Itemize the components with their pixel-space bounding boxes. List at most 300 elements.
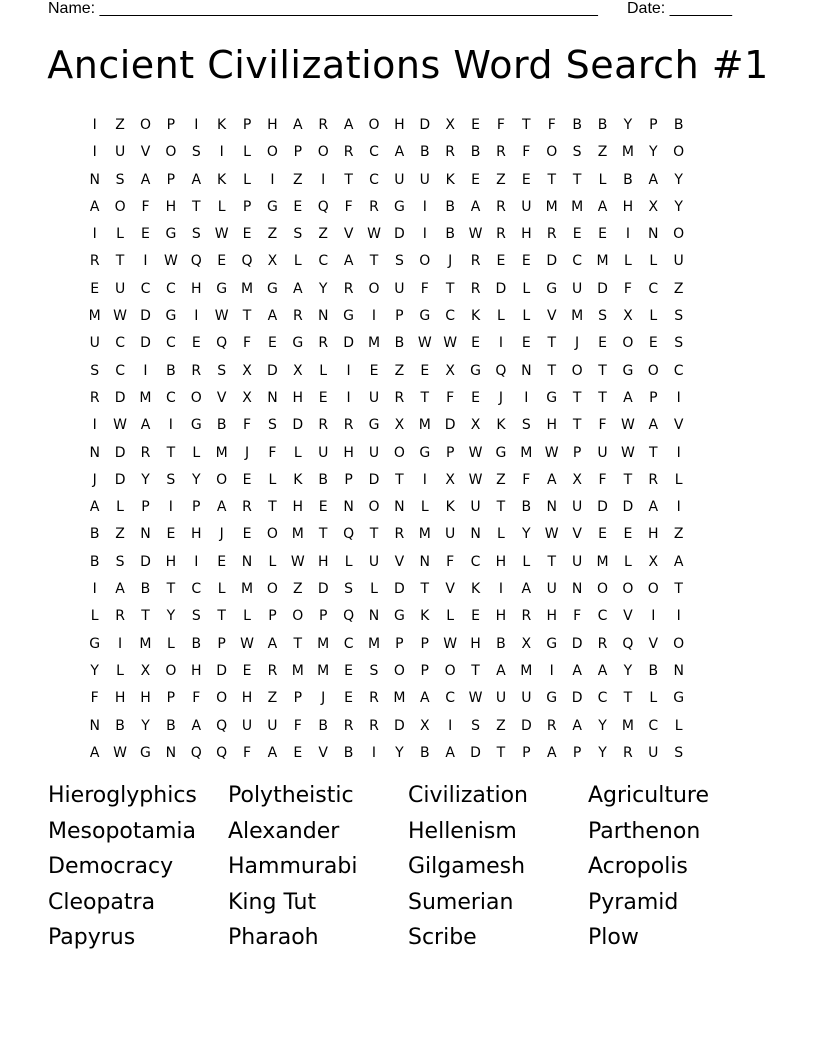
- grid-letter[interactable]: C: [343, 635, 354, 652]
- grid-letter[interactable]: A: [140, 417, 151, 434]
- grid-letter[interactable]: N: [394, 499, 405, 516]
- grid-letter[interactable]: E: [521, 253, 531, 270]
- grid-letter[interactable]: L: [674, 471, 683, 488]
- grid-letter[interactable]: R: [369, 198, 379, 215]
- grid-letter[interactable]: M: [88, 308, 101, 325]
- grid-letter[interactable]: L: [522, 553, 531, 570]
- grid-letter[interactable]: T: [598, 389, 607, 406]
- grid-letter[interactable]: M: [291, 662, 304, 679]
- grid-letter[interactable]: R: [191, 362, 202, 379]
- grid-letter[interactable]: X: [419, 717, 430, 734]
- grid-letter[interactable]: M: [571, 308, 584, 325]
- grid-letter[interactable]: O: [622, 581, 634, 598]
- grid-letter[interactable]: M: [139, 635, 152, 652]
- grid-letter[interactable]: D: [317, 581, 329, 598]
- grid-letter[interactable]: F: [243, 744, 252, 761]
- grid-letter[interactable]: A: [597, 198, 608, 215]
- grid-letter[interactable]: V: [572, 526, 582, 543]
- grid-letter[interactable]: C: [597, 608, 608, 625]
- grid-letter[interactable]: A: [191, 171, 202, 188]
- grid-letter[interactable]: C: [597, 690, 608, 707]
- grid-letter[interactable]: S: [471, 717, 480, 734]
- grid-letter[interactable]: W: [620, 417, 635, 434]
- grid-letter[interactable]: X: [140, 662, 151, 679]
- grid-letter[interactable]: P: [242, 198, 252, 215]
- grid-letter[interactable]: O: [165, 144, 177, 161]
- grid-letter[interactable]: A: [140, 171, 151, 188]
- grid-letter[interactable]: E: [293, 744, 303, 761]
- grid-letter[interactable]: Q: [190, 253, 202, 270]
- grid-letter[interactable]: Z: [673, 280, 684, 297]
- grid-letter[interactable]: D: [597, 499, 608, 516]
- grid-letter[interactable]: W: [163, 253, 178, 270]
- grid-letter[interactable]: A: [572, 717, 582, 734]
- grid-letter[interactable]: R: [369, 690, 379, 707]
- grid-letter[interactable]: T: [115, 253, 125, 270]
- grid-letter[interactable]: T: [572, 171, 582, 188]
- grid-letter[interactable]: A: [648, 171, 659, 188]
- grid-letter[interactable]: I: [422, 226, 427, 243]
- grid-letter[interactable]: R: [623, 744, 633, 761]
- grid-letter[interactable]: U: [368, 444, 380, 461]
- grid-letter[interactable]: G: [292, 335, 304, 352]
- grid-letter[interactable]: T: [623, 471, 633, 488]
- grid-letter[interactable]: V: [673, 417, 684, 434]
- grid-letter[interactable]: R: [318, 335, 329, 352]
- grid-letter[interactable]: U: [495, 690, 507, 707]
- grid-letter[interactable]: E: [471, 608, 480, 625]
- grid-letter[interactable]: M: [571, 198, 584, 215]
- grid-letter[interactable]: F: [420, 280, 429, 297]
- grid-letter[interactable]: A: [293, 117, 303, 133]
- grid-letter[interactable]: P: [572, 444, 582, 461]
- grid-letter[interactable]: O: [368, 117, 380, 133]
- grid-letter[interactable]: M: [367, 635, 381, 652]
- grid-letter[interactable]: Z: [318, 226, 328, 243]
- grid-letter[interactable]: E: [598, 226, 607, 243]
- grid-letter[interactable]: L: [649, 253, 658, 270]
- grid-letter[interactable]: M: [621, 144, 634, 161]
- grid-letter[interactable]: X: [445, 117, 455, 133]
- grid-letter[interactable]: S: [191, 608, 201, 625]
- grid-letter[interactable]: C: [369, 144, 379, 161]
- grid-letter[interactable]: X: [648, 553, 659, 570]
- grid-letter[interactable]: E: [471, 171, 480, 188]
- grid-letter[interactable]: T: [166, 444, 176, 461]
- grid-letter[interactable]: Y: [522, 526, 531, 543]
- grid-letter[interactable]: O: [216, 690, 228, 707]
- grid-letter[interactable]: G: [393, 608, 405, 625]
- grid-letter[interactable]: M: [367, 335, 381, 352]
- grid-letter[interactable]: U: [521, 690, 532, 707]
- grid-letter[interactable]: G: [470, 362, 481, 379]
- grid-letter[interactable]: F: [268, 444, 277, 461]
- grid-letter[interactable]: L: [649, 308, 658, 325]
- grid-letter[interactable]: S: [598, 308, 607, 325]
- grid-letter[interactable]: U: [394, 171, 405, 188]
- grid-letter[interactable]: T: [674, 581, 683, 598]
- grid-letter[interactable]: N: [317, 308, 329, 325]
- grid-letter[interactable]: B: [191, 635, 202, 652]
- grid-letter[interactable]: L: [268, 553, 277, 570]
- grid-letter[interactable]: Y: [623, 117, 633, 133]
- grid-letter[interactable]: M: [317, 635, 330, 652]
- grid-letter[interactable]: G: [393, 198, 405, 215]
- grid-letter[interactable]: X: [267, 253, 278, 270]
- grid-letter[interactable]: A: [115, 581, 125, 598]
- grid-letter[interactable]: H: [140, 690, 151, 707]
- grid-letter[interactable]: A: [89, 499, 100, 516]
- grid-letter[interactable]: W: [468, 690, 483, 707]
- grid-letter[interactable]: E: [217, 253, 227, 270]
- grid-letter[interactable]: Y: [191, 471, 201, 488]
- grid-letter[interactable]: E: [344, 662, 354, 679]
- grid-letter[interactable]: P: [572, 744, 582, 761]
- grid-letter[interactable]: V: [140, 144, 151, 161]
- grid-letter[interactable]: O: [165, 662, 177, 679]
- grid-letter[interactable]: U: [445, 526, 456, 543]
- grid-letter[interactable]: E: [420, 362, 430, 379]
- grid-letter[interactable]: R: [648, 471, 659, 488]
- grid-letter[interactable]: D: [216, 662, 228, 679]
- grid-letter[interactable]: K: [445, 171, 455, 188]
- grid-letter[interactable]: S: [344, 581, 354, 598]
- grid-letter[interactable]: L: [522, 308, 531, 325]
- grid-letter[interactable]: O: [368, 499, 380, 516]
- grid-letter[interactable]: Q: [216, 717, 228, 734]
- grid-letter[interactable]: I: [651, 608, 656, 625]
- grid-letter[interactable]: R: [89, 253, 100, 270]
- grid-letter[interactable]: L: [116, 662, 124, 679]
- grid-letter[interactable]: F: [446, 553, 455, 570]
- grid-letter[interactable]: P: [166, 117, 176, 133]
- grid-letter[interactable]: H: [241, 690, 253, 707]
- grid-letter[interactable]: R: [242, 499, 252, 516]
- grid-letter[interactable]: A: [267, 635, 278, 652]
- grid-letter[interactable]: A: [293, 280, 303, 297]
- grid-letter[interactable]: R: [496, 144, 506, 161]
- grid-letter[interactable]: Z: [115, 526, 125, 543]
- grid-letter[interactable]: G: [165, 226, 177, 243]
- grid-letter[interactable]: C: [165, 335, 176, 352]
- grid-letter[interactable]: S: [166, 471, 176, 488]
- grid-letter[interactable]: E: [369, 362, 379, 379]
- grid-letter[interactable]: P: [141, 499, 150, 516]
- grid-letter[interactable]: A: [673, 553, 684, 570]
- grid-letter[interactable]: T: [547, 362, 556, 379]
- grid-letter[interactable]: V: [394, 553, 405, 570]
- grid-letter[interactable]: T: [242, 308, 252, 325]
- grid-letter[interactable]: R: [394, 526, 405, 543]
- grid-letter[interactable]: F: [243, 335, 252, 352]
- grid-letter[interactable]: T: [572, 389, 582, 406]
- grid-letter[interactable]: H: [343, 444, 354, 461]
- grid-letter[interactable]: S: [369, 662, 379, 679]
- grid-letter[interactable]: A: [572, 662, 582, 679]
- grid-letter[interactable]: U: [89, 335, 100, 352]
- grid-letter[interactable]: I: [371, 308, 377, 325]
- grid-letter[interactable]: L: [420, 499, 429, 516]
- grid-letter[interactable]: U: [318, 444, 329, 461]
- grid-letter[interactable]: S: [115, 553, 125, 570]
- grid-letter[interactable]: R: [546, 717, 557, 734]
- grid-letter[interactable]: E: [191, 335, 201, 352]
- grid-letter[interactable]: G: [546, 280, 558, 297]
- grid-letter[interactable]: M: [291, 526, 304, 543]
- grid-letter[interactable]: O: [673, 635, 685, 652]
- grid-letter[interactable]: L: [243, 144, 251, 161]
- grid-letter[interactable]: M: [393, 690, 406, 707]
- grid-letter[interactable]: L: [623, 553, 632, 570]
- grid-letter[interactable]: Y: [141, 471, 150, 488]
- grid-letter[interactable]: W: [367, 226, 381, 243]
- grid-letter[interactable]: H: [622, 198, 634, 215]
- grid-letter[interactable]: W: [468, 471, 483, 488]
- grid-letter[interactable]: B: [318, 471, 329, 488]
- grid-letter[interactable]: G: [419, 444, 431, 461]
- name-field-label[interactable]: Name: ________________________________________________________: [48, 0, 598, 17]
- grid-letter[interactable]: B: [115, 717, 125, 734]
- grid-letter[interactable]: G: [368, 417, 380, 434]
- grid-letter[interactable]: G: [267, 198, 278, 215]
- grid-letter[interactable]: T: [369, 253, 379, 270]
- grid-letter[interactable]: I: [676, 444, 681, 461]
- grid-letter[interactable]: A: [267, 744, 278, 761]
- grid-letter[interactable]: S: [217, 362, 227, 379]
- grid-letter[interactable]: C: [165, 280, 176, 297]
- grid-letter[interactable]: I: [346, 389, 351, 406]
- grid-letter[interactable]: F: [598, 417, 607, 434]
- grid-letter[interactable]: B: [521, 499, 532, 516]
- grid-letter[interactable]: O: [266, 581, 278, 598]
- grid-letter[interactable]: J: [244, 444, 250, 461]
- grid-letter[interactable]: E: [623, 526, 633, 543]
- grid-letter[interactable]: F: [547, 117, 556, 133]
- grid-letter[interactable]: T: [547, 553, 556, 570]
- grid-letter[interactable]: H: [114, 690, 126, 707]
- grid-letter[interactable]: Q: [622, 635, 634, 652]
- grid-letter[interactable]: P: [293, 144, 303, 161]
- grid-letter[interactable]: U: [114, 144, 126, 161]
- grid-letter[interactable]: L: [293, 253, 302, 270]
- grid-letter[interactable]: H: [394, 117, 405, 133]
- grid-letter[interactable]: U: [597, 444, 608, 461]
- grid-letter[interactable]: O: [571, 362, 583, 379]
- grid-letter[interactable]: I: [168, 417, 173, 434]
- grid-letter[interactable]: D: [571, 635, 583, 652]
- grid-letter[interactable]: D: [140, 335, 151, 352]
- grid-letter[interactable]: T: [420, 581, 430, 598]
- grid-letter[interactable]: G: [216, 280, 228, 297]
- grid-letter[interactable]: I: [194, 553, 199, 570]
- grid-letter[interactable]: X: [572, 471, 582, 488]
- grid-letter[interactable]: U: [394, 280, 405, 297]
- grid-letter[interactable]: L: [243, 608, 251, 625]
- grid-letter[interactable]: T: [217, 608, 226, 625]
- grid-letter[interactable]: L: [268, 471, 277, 488]
- grid-letter[interactable]: T: [166, 581, 176, 598]
- grid-letter[interactable]: E: [471, 335, 480, 352]
- grid-letter[interactable]: A: [521, 581, 532, 598]
- grid-letter[interactable]: F: [598, 471, 607, 488]
- grid-letter[interactable]: T: [395, 471, 404, 488]
- grid-letter[interactable]: R: [343, 280, 354, 297]
- grid-letter[interactable]: I: [194, 308, 199, 325]
- grid-letter[interactable]: I: [422, 198, 427, 215]
- grid-letter[interactable]: A: [597, 662, 608, 679]
- grid-letter[interactable]: R: [140, 444, 151, 461]
- grid-letter[interactable]: B: [572, 117, 582, 133]
- grid-letter[interactable]: P: [192, 499, 201, 516]
- grid-letter[interactable]: X: [242, 362, 252, 379]
- grid-letter[interactable]: Q: [190, 744, 202, 761]
- grid-letter[interactable]: W: [443, 635, 458, 652]
- grid-letter[interactable]: F: [243, 417, 252, 434]
- grid-letter[interactable]: N: [140, 526, 151, 543]
- grid-letter[interactable]: H: [190, 526, 202, 543]
- grid-letter[interactable]: I: [92, 417, 97, 434]
- grid-letter[interactable]: A: [648, 417, 659, 434]
- grid-letter[interactable]: O: [216, 471, 228, 488]
- grid-letter[interactable]: B: [89, 526, 100, 543]
- grid-letter[interactable]: K: [217, 171, 227, 188]
- grid-letter[interactable]: E: [90, 280, 100, 297]
- grid-letter[interactable]: R: [115, 608, 125, 625]
- grid-letter[interactable]: I: [549, 662, 554, 679]
- grid-letter[interactable]: L: [192, 444, 201, 461]
- grid-letter[interactable]: A: [191, 717, 202, 734]
- grid-letter[interactable]: L: [166, 635, 175, 652]
- grid-letter[interactable]: N: [89, 171, 100, 188]
- grid-letter[interactable]: R: [394, 389, 405, 406]
- grid-letter[interactable]: U: [241, 717, 253, 734]
- grid-letter[interactable]: G: [495, 444, 507, 461]
- grid-letter[interactable]: R: [546, 226, 557, 243]
- grid-letter[interactable]: K: [496, 417, 506, 434]
- grid-letter[interactable]: C: [445, 690, 456, 707]
- grid-letter[interactable]: B: [343, 744, 354, 761]
- grid-letter[interactable]: W: [113, 744, 127, 761]
- grid-letter[interactable]: V: [445, 581, 455, 598]
- grid-letter[interactable]: E: [521, 171, 531, 188]
- grid-letter[interactable]: X: [445, 362, 455, 379]
- grid-letter[interactable]: Y: [674, 171, 683, 188]
- grid-letter[interactable]: P: [420, 635, 429, 652]
- grid-letter[interactable]: Z: [267, 690, 278, 707]
- grid-letter[interactable]: F: [141, 198, 150, 215]
- grid-letter[interactable]: P: [395, 308, 404, 325]
- grid-letter[interactable]: D: [267, 362, 278, 379]
- grid-letter[interactable]: U: [571, 280, 583, 297]
- grid-letter[interactable]: R: [496, 198, 506, 215]
- grid-letter[interactable]: S: [394, 253, 404, 270]
- grid-letter[interactable]: B: [597, 117, 608, 133]
- grid-letter[interactable]: X: [394, 417, 405, 434]
- grid-letter[interactable]: F: [192, 690, 201, 707]
- grid-letter[interactable]: B: [140, 581, 151, 598]
- grid-letter[interactable]: P: [649, 117, 658, 133]
- grid-letter[interactable]: D: [114, 471, 126, 488]
- grid-letter[interactable]: C: [648, 280, 659, 297]
- grid-letter[interactable]: T: [293, 635, 303, 652]
- grid-letter[interactable]: O: [647, 362, 659, 379]
- grid-letter[interactable]: F: [293, 717, 302, 734]
- grid-letter[interactable]: P: [217, 635, 226, 652]
- grid-letter[interactable]: R: [445, 144, 456, 161]
- grid-letter[interactable]: F: [623, 280, 632, 297]
- grid-letter[interactable]: W: [544, 444, 559, 461]
- grid-letter[interactable]: A: [343, 117, 354, 133]
- grid-letter[interactable]: L: [90, 608, 99, 625]
- grid-letter[interactable]: I: [371, 744, 377, 761]
- grid-letter[interactable]: G: [546, 635, 558, 652]
- grid-letter[interactable]: S: [674, 744, 684, 761]
- grid-letter[interactable]: O: [190, 389, 202, 406]
- grid-letter[interactable]: H: [546, 417, 557, 434]
- grid-letter[interactable]: P: [344, 471, 353, 488]
- grid-letter[interactable]: K: [445, 499, 455, 516]
- grid-letter[interactable]: R: [318, 417, 329, 434]
- grid-letter[interactable]: S: [191, 144, 201, 161]
- grid-letter[interactable]: T: [471, 662, 480, 679]
- grid-letter[interactable]: R: [496, 226, 506, 243]
- grid-letter[interactable]: P: [395, 635, 404, 652]
- grid-letter[interactable]: U: [673, 253, 684, 270]
- grid-letter[interactable]: W: [544, 526, 559, 543]
- grid-letter[interactable]: R: [470, 280, 481, 297]
- grid-letter[interactable]: N: [89, 444, 100, 461]
- grid-letter[interactable]: T: [344, 171, 353, 188]
- grid-letter[interactable]: I: [346, 362, 351, 379]
- grid-letter[interactable]: E: [242, 471, 252, 488]
- grid-letter[interactable]: X: [648, 198, 659, 215]
- grid-letter[interactable]: E: [242, 526, 252, 543]
- grid-letter[interactable]: N: [419, 553, 431, 570]
- grid-letter[interactable]: E: [521, 335, 531, 352]
- grid-letter[interactable]: M: [520, 662, 533, 679]
- grid-letter[interactable]: E: [471, 389, 480, 406]
- grid-letter[interactable]: I: [498, 581, 504, 598]
- grid-letter[interactable]: V: [343, 226, 354, 243]
- grid-letter[interactable]: Y: [623, 662, 633, 679]
- grid-letter[interactable]: A: [496, 662, 506, 679]
- grid-letter[interactable]: W: [214, 308, 229, 325]
- grid-letter[interactable]: U: [546, 581, 557, 598]
- grid-letter[interactable]: S: [674, 335, 684, 352]
- grid-letter[interactable]: C: [165, 389, 176, 406]
- grid-letter[interactable]: E: [648, 335, 658, 352]
- grid-letter[interactable]: K: [470, 308, 481, 325]
- grid-letter[interactable]: P: [242, 117, 252, 133]
- grid-letter[interactable]: I: [625, 226, 630, 243]
- grid-letter[interactable]: L: [116, 499, 124, 516]
- grid-letter[interactable]: R: [292, 308, 303, 325]
- grid-letter[interactable]: I: [448, 717, 453, 734]
- grid-letter[interactable]: P: [445, 444, 455, 461]
- grid-letter[interactable]: E: [242, 662, 252, 679]
- grid-letter[interactable]: P: [268, 608, 277, 625]
- grid-letter[interactable]: V: [216, 389, 227, 406]
- grid-letter[interactable]: P: [318, 608, 328, 625]
- grid-letter[interactable]: V: [546, 308, 557, 325]
- grid-letter[interactable]: T: [598, 362, 607, 379]
- grid-letter[interactable]: O: [419, 253, 431, 270]
- grid-letter[interactable]: A: [470, 198, 481, 215]
- grid-letter[interactable]: L: [243, 171, 251, 188]
- grid-letter[interactable]: F: [90, 690, 99, 707]
- grid-letter[interactable]: B: [394, 335, 405, 352]
- grid-letter[interactable]: M: [545, 198, 558, 215]
